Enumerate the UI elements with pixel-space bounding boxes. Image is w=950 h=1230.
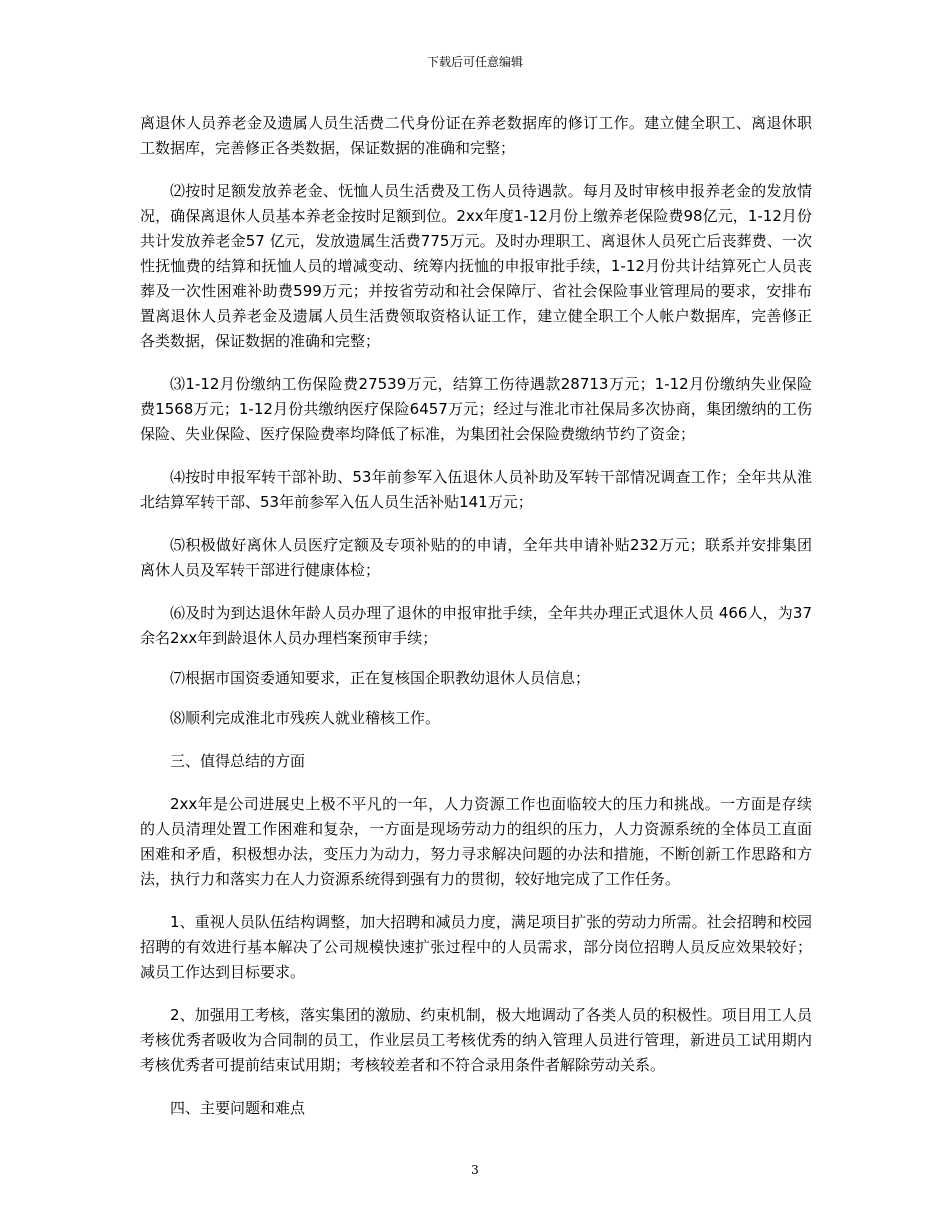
paragraph-item-4: ⑷按时申报军转干部补助、53年前参军入伍退休人员补助及军转干部情况调查工作；全年共从淮北结算军转干部、53年前参军入伍人员生活补贴141万元；	[140, 468, 812, 511]
paragraph-item-3: ⑶1-12月份缴纳工伤保险费27539万元，结算工伤待遇款28713万元；1-12月份缴纳失业保险费1568万元；1-12月份共缴纳医疗保险6457万元；经过与淮北市社保局多次协商，集团缴纳的工伤保险、失业保险、医疗保险费率均降低了标准，为集团社会保险费缴纳节约了资金；	[140, 375, 812, 443]
paragraph-item-7: ⑺根据市国资委通知要求，正在复核国企职教幼退休人员信息；	[170, 669, 591, 687]
paragraph-intro-continuation: 离退休人员养老金及遗属人员生活费二代身份证在养老数据库的修订工作。建立健全职工、离退休职工数据库，完善修正各类数据，保证数据的准确和完整；	[140, 114, 812, 157]
paragraph-item-2: ⑵按时足额发放养老金、怃恤人员生活费及工伤人员待遇款。每月及时审核申报养老金的发放情况，确保离退休人员基本养老金按时足额到位。2xx年度1-12月份上缴养老保险费98亿元，1-12月份共计发放养老金57 亿元，发放遗属生活费775万元。及时办理职工、离退休人员死亡后丧葬费、一次性抚恤费的结算和抚恤人员的增减变动、统筹内抚恤的申报审批手续，1-12月份共计结算死亡人员丧葬及一次性困难补助费599万元；并按省劳动和社会保障厅、省社会保险事业管理局的要求，安排布置离退休人员养老金及遗属人员生活费领取资格认证工作，建立健全职工个人帐户数据库，完善修正各类数据，保证数据的准确和完整；	[140, 182, 812, 350]
paragraph-item-6: ⑹及时为到达退休年龄人员办理了退休的申报审批手续，全年共办理正式退休人员 466人，为37余名2xx年到龄退休人员办理档案预审手续；	[140, 604, 812, 647]
paragraph-item-5: ⑸积极做好离休人员医疗定额及专项补贴的的申请，全年共申请补贴232万元；联系并安排集团离休人员及军转干部进行健康体检；	[140, 536, 812, 579]
paragraph-item-8: ⑻顺利完成淮北市残疾人就业稽核工作。	[170, 709, 441, 727]
paragraph-summary-overview: 2xx年是公司进展史上极不平凡的一年，人力资源工作也面临较大的压力和挑战。一方面是存续的人员清理处置工作困难和复杂，一方面是现场劳动力的组织的压力，人力资源系统的全体员工直面困难和矛盾，积极想办法，变压力为动力，努力寻求解决问题的办法和措施，不断创新工作思路和方法，执行力和落实力在人力资源系统得到强有力的贯彻，较好地完成了工作任务。	[140, 795, 812, 888]
page-header: 下载后可任意编辑	[426, 55, 523, 69]
page-number: 3	[471, 1163, 479, 1177]
document-body	[140, 111, 812, 1139]
paragraph-summary-point-1: 1、重视人员队伍结构调整，加大招聘和减员力度，满足项目扩张的劳动力所需。社会招聘和校园招聘的有效进行基本解决了公司规模快速扩张过程中的人员需求，部分岗位招聘人员反应效果较好；减员工作达到目标要求。	[140, 913, 812, 981]
section-heading-problems: 四、主要问题和难点	[170, 1099, 306, 1117]
section-heading-summary: 三、值得总结的方面	[170, 752, 306, 770]
paragraph-summary-point-2: 2、加强用工考核，落实集团的激励、约束机制，极大地调动了各类人员的积极性。项目用工人员考核优秀者吸收为合同制的员工，作业层员工考核优秀的纳入管理人员进行管理，新进员工试用期内考核优秀者可提前结束试用期；考核较差者和不符合录用条件者解除劳动关系。	[140, 1006, 812, 1074]
